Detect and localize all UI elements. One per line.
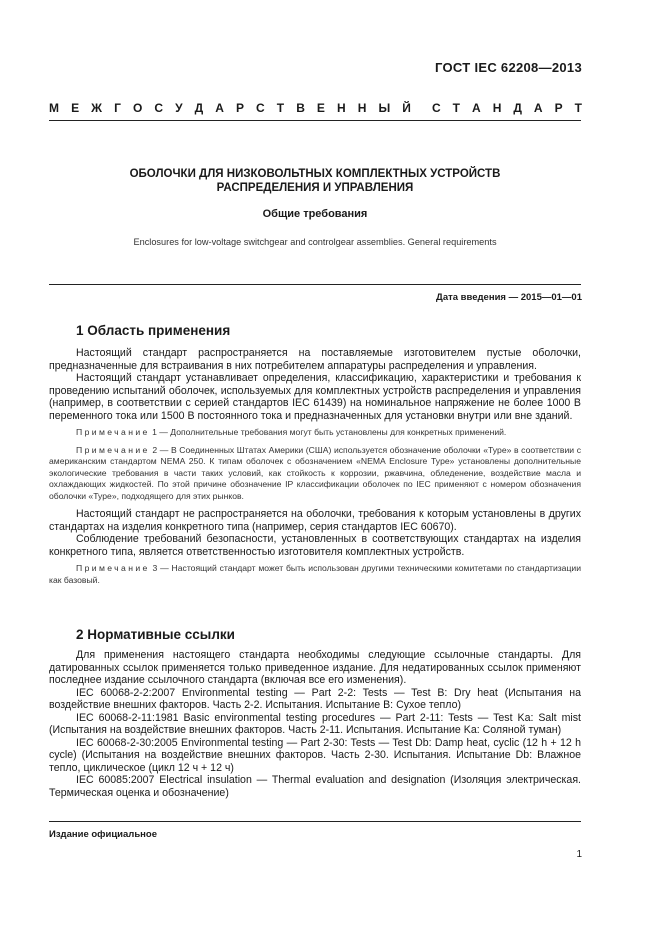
banner-letter: А — [215, 101, 224, 115]
interstate-word-2 — [432, 101, 582, 115]
section-1-paragraph-2: Настоящий стандарт устанавливает определения, классификацию, характеристики и требования к проведению испытаний оболочек, используемых для комплектных устройств распределения и управления (например, в соответствии с серией стандартов IEC 61439) на номинальное напряжение не более 1000 В переменного тока или 1500 В постоянного тока и предназначенных для установки внутри или вне зданий. — [49, 372, 581, 422]
banner-letter: Й — [402, 101, 411, 115]
note-3-text: 3 — Настоящий стандарт может быть использован другими техническими комитетами по стандартизации как базовый. — [49, 563, 581, 585]
banner-letter: С — [256, 101, 265, 115]
banner-letter: Н — [492, 101, 502, 115]
banner-letter: Д — [513, 101, 522, 115]
banner-letter: Д — [194, 101, 204, 115]
standard-code: ГОСТ IEC 62208—2013 — [435, 60, 582, 75]
banner-letter: А — [472, 101, 481, 115]
banner-letter: Ж — [91, 101, 102, 115]
document-title — [100, 167, 530, 195]
banner-letter: А — [533, 101, 543, 115]
reference-3: IEC 60068-2-30:2005 Environmental testing — Part 2-30: Tests — Test Db: Damp heat, cyclic (12 h + 12 h cycle) (Испытания на воздействие внешних факторов. Часть 2-30. Испытания. Испытание Db: Влажное тепло, циклическое (цикл 12 ч + 12 ч) — [49, 736, 581, 774]
banner-letter: Е — [316, 101, 325, 115]
banner-letter: Р — [235, 101, 244, 115]
section-1-body — [49, 347, 581, 592]
english-title: Enclosures for low-voltage switchgear and controlgear assemblies. General requirements — [133, 237, 497, 247]
note-1 — [49, 427, 581, 439]
title-line-2: РАСПРЕДЕЛЕНИЯ И УПРАВЛЕНИЯ — [216, 182, 414, 194]
banner-letter: Р — [554, 101, 563, 115]
reference-4: IEC 60085:2007 Electrical insulation — Thermal evaluation and designation (Изоляция электрическая. Термическая оценка и обозначение) — [49, 774, 581, 799]
section-1-paragraph-4: Соблюдение требований безопасности, установленных в соответствующих стандартах на изделия конкретного типа, является ответственностью изготовителя комплектных устройств. — [49, 533, 581, 558]
reference-1: IEC 60068-2-2:2007 Environmental testing — Part 2-2: Tests — Test B: Dry heat (Испытания на воздействие внешних факторов. Часть 2-2. Испытания. Испытание В: Сухое тепло) — [49, 686, 581, 711]
section-2-body — [49, 649, 581, 799]
note-1-label: Примечание — [76, 427, 150, 437]
section-2-paragraph-1: Для применения настоящего стандарта необходимы следующие ссылочные стандарты. Для датированных ссылок применяется только приведенное издание. Для недатированных ссылок применяют последнее издание ссылочного стандарта (включая все его изменения). — [49, 649, 581, 686]
reference-2: IEC 60068-2-11:1981 Basic environmental testing procedures — Part 2-11: Tests — Test Ka: Salt mist (Испытания на воздействие внешних факторов. Часть 2-11. Испытания. Испытание Ka: Соляной туман) — [49, 711, 581, 736]
document-subtitle: Общие требования — [262, 208, 368, 220]
banner-letter: С — [154, 101, 164, 115]
banner-letter: Е — [71, 101, 80, 115]
header-divider — [49, 120, 581, 121]
banner-letter: Г — [114, 101, 121, 115]
banner-letter: Т — [452, 101, 461, 115]
banner-letter: У — [175, 101, 183, 115]
banner-letter: Н — [337, 101, 346, 115]
banner-letter: Т — [574, 101, 582, 115]
section-2-heading: 2 Нормативные ссылки — [76, 627, 235, 642]
section-1-paragraph-3: Настоящий стандарт не распространяется на оболочки, требования к которым установлены в других стандартах на изделия конкретного типа (например, серия стандартов IEC 60670). — [49, 508, 581, 533]
title-line-1: ОБОЛОЧКИ ДЛЯ НИЗКОВОЛЬТНЫХ КОМПЛЕКТНЫХ УСТРОЙСТВ — [129, 168, 501, 180]
note-2-label: Примечание — [76, 444, 150, 455]
banner-letter: О — [132, 101, 143, 115]
page-number: 1 — [576, 849, 582, 860]
official-edition-label: Издание официальное — [49, 829, 157, 840]
interstate-standard-banner — [49, 101, 582, 115]
banner-letter: Ы — [378, 101, 391, 115]
interstate-word-1 — [49, 101, 411, 115]
banner-letter: Н — [357, 101, 367, 115]
section-1-paragraph-1: Настоящий стандарт распространяется на поставляемые изготовителем пустые оболочки, предназначенные для встраивания в них потребителем аппаратуры распределения и управления. — [49, 347, 581, 372]
note-2 — [49, 445, 581, 503]
note-3 — [49, 563, 581, 586]
note-1-text: 1 — Дополнительные требования могут быть установлены для конкретных применений. — [149, 427, 507, 437]
banner-letter: М — [49, 101, 59, 115]
section-1-heading: 1 Область применения — [76, 323, 231, 338]
note-2-text: 2 — В Соединенных Штатах Америки (США) используется обозначение оболочки «Type» в соответствии с американским стандартом NEMA 250. К типам оболочек с обозначением «NEMA Enclosure Type» установлены дополнительные экологические требования в части таких условий, как стойкость к коррозии, ржавчина, обледенение, воздействие масла и охлаждающих жидкостей. По этой причине обозначение IP классификации оболочек по IEC применяют с номером обозначения оболочки «Type», подходящего для этих рынков. — [49, 444, 581, 501]
introduction-date: Дата введения — 2015—01—01 — [436, 292, 582, 303]
banner-letter: С — [432, 101, 441, 115]
note-3-label: Примечание — [76, 563, 150, 573]
banner-letter: В — [296, 101, 305, 115]
banner-letter: Т — [276, 101, 285, 115]
footer-divider — [49, 821, 581, 822]
title-divider — [49, 284, 581, 285]
